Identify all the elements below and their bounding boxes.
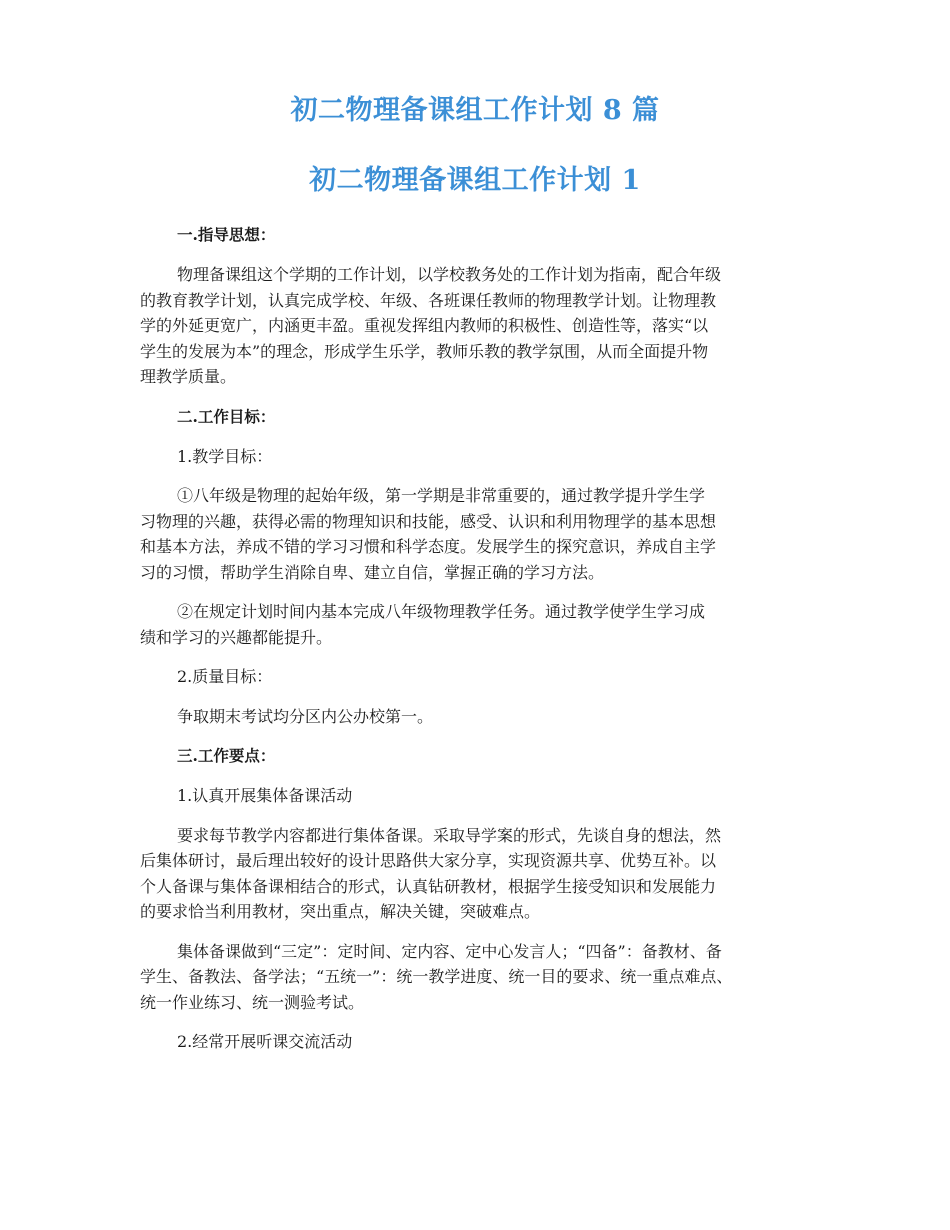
section-heading: 一.指导思想： xyxy=(177,225,276,244)
paragraph-line: 绩和学习的兴趣都能提升。 xyxy=(140,627,333,647)
paragraph-line: 个人备课与集体备课相结合的形式，认真钻研教材，根据学生接受知识和发展能力 xyxy=(140,876,717,896)
paragraph-line: 物理备课组这个学期的工作计划，以学校教务处的工作计划为指南，配合年级 xyxy=(177,265,722,284)
paragraph-line: 和基本方法，养成不错的学习习惯和科学态度。发展学生的探究意识，养成自主学 xyxy=(140,537,717,556)
paragraph-line: 习的习惯，帮助学生消除自卑、建立自信，掌握正确的学习方法。 xyxy=(140,562,605,582)
paragraph-line: 2.经常开展听课交流活动 xyxy=(177,1032,353,1051)
paragraph xyxy=(140,1029,820,1055)
paragraph xyxy=(140,823,820,925)
paragraph xyxy=(140,704,820,730)
paragraph xyxy=(140,483,820,585)
paragraph-line: 的教育教学计划，认真完成学校、年级、各班课任教师的物理教学计划。让物理教 xyxy=(140,290,717,310)
paragraph-line: 学生的发展为本”的理念，形成学生乐学，教师乐教的教学氛围，从而全面提升物 xyxy=(140,341,709,361)
paragraph-line: 要求每节教学内容都进行集体备课。采取导学案的形式，先谈自身的想法，然 xyxy=(177,825,722,845)
document-subtitle: 初二物理备课组工作计划 1 xyxy=(309,165,641,196)
paragraph-line: ①八年级是物理的起始年级，第一学期是非常重要的，通过教学提升学生学 xyxy=(177,486,706,505)
paragraph xyxy=(140,664,820,690)
paragraph-line: 理教学质量。 xyxy=(140,367,237,386)
paragraph-line: 统一作业练习、统一测验考试。 xyxy=(140,992,365,1012)
paragraph-line: 2.质量目标： xyxy=(177,667,273,686)
document-title: 初二物理备课组工作计划 8 篇 xyxy=(290,95,660,126)
paragraph-line: 争取期末考试均分区内公办校第一。 xyxy=(177,706,434,726)
paragraph xyxy=(140,939,820,1016)
document-body xyxy=(140,222,820,1069)
paragraph-line: 习物理的兴趣，获得必需的物理知识和技能，感受、认识和利用物理学的基本思想 xyxy=(140,511,717,531)
paragraph xyxy=(140,444,820,470)
paragraph-line: 集体备课做到“三定”：定时间、定内容、定中心发言人；“四备”：备教材、备 xyxy=(177,941,722,961)
paragraph-line: 后集体研讨，最后理出较好的设计思路供大家分享，实现资源共享、优势互补。以 xyxy=(140,851,717,870)
paragraph xyxy=(140,599,820,650)
paragraph xyxy=(140,783,820,809)
paragraph-line: 学的外延更宽广，内涵更丰盈。重视发挥组内教师的积极性、创造性等，落实“以 xyxy=(140,316,709,335)
paragraph-line: 1.教学目标： xyxy=(177,446,273,466)
paragraph-line: ②在规定计划时间内基本完成八年级物理教学任务。通过教学使学生学习成 xyxy=(177,602,706,621)
section-heading: 三.工作要点： xyxy=(177,746,276,765)
paragraph-line: 学生、备教法、备学法；“五统一”：统一教学进度、统一目的要求、统一重点难点、 xyxy=(140,967,733,986)
paragraph-line: 的要求恰当利用教材，突出重点，解决关键，突破难点。 xyxy=(140,902,541,921)
paragraph-line: 1.认真开展集体备课活动 xyxy=(177,786,353,805)
paragraph xyxy=(140,262,820,390)
section-heading: 二.工作目标： xyxy=(177,406,276,426)
